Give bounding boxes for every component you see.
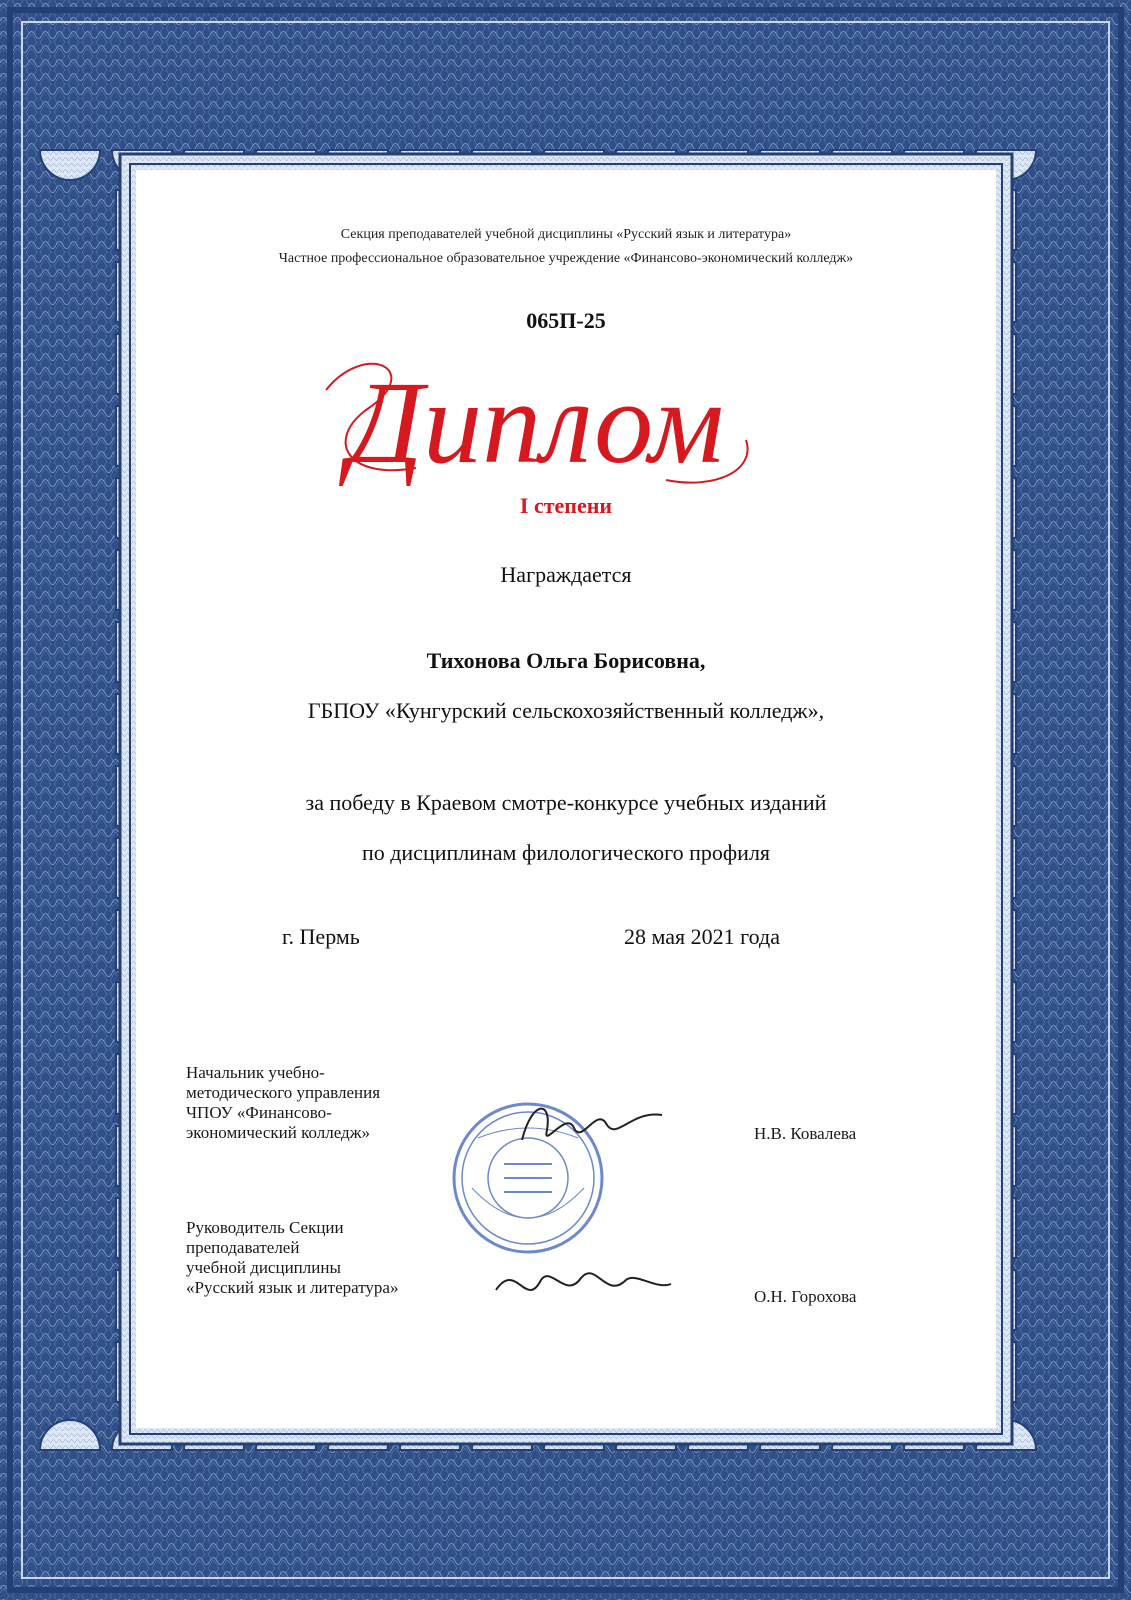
signatory-1-title-line: Начальник учебно- [186, 1063, 325, 1082]
award-reason-line1: за победу в Краевом смотре-конкурсе учебных изданий [305, 790, 827, 815]
award-date: 28 мая 2021 года [624, 924, 780, 949]
signatory-1-title-line: ЧПОУ «Финансово- [186, 1103, 332, 1122]
signatory-2-title-line: Руководитель Секции [186, 1218, 344, 1237]
award-intro: Награждается [500, 562, 632, 587]
diploma-title-text: Диплом [348, 357, 724, 488]
signatory-2-name: О.Н. Горохова [754, 1287, 857, 1306]
signatory-1-name: Н.В. Ковалева [754, 1124, 857, 1143]
diploma-sheet [136, 170, 996, 1428]
signature-1 [512, 1090, 672, 1160]
signature-2 [486, 1250, 676, 1320]
signatory-2-title [186, 1218, 398, 1298]
signatory-2-title-line: преподавателей [186, 1238, 300, 1257]
signatory-1-title-line: экономический колледж» [186, 1123, 370, 1142]
diploma-degree: I степени [519, 493, 613, 518]
signatory-2-title-line: «Русский язык и литература» [186, 1278, 399, 1297]
diploma-number: 065П-25 [526, 308, 606, 333]
signatory-1-title [186, 1063, 380, 1143]
recipient-organization: ГБПОУ «Кунгурский сельскохозяйственный колледж», [307, 698, 825, 723]
signatory-2-title-line: учебной дисциплины [186, 1258, 341, 1277]
award-reason-line2: по дисциплинам филологического профиля [361, 840, 771, 865]
header-section-line: Секция преподавателей учебной дисциплины «Русский язык и литература» [340, 227, 792, 242]
diploma-title [306, 350, 766, 500]
award-city: г. Пермь [282, 924, 360, 949]
recipient-name: Тихонова Ольга Борисовна, [426, 648, 706, 673]
header-institution-line: Частное профессиональное образовательное учреждение «Финансово-экономический колледж» [278, 251, 854, 266]
signatory-1-title-line: методического управления [186, 1083, 381, 1102]
